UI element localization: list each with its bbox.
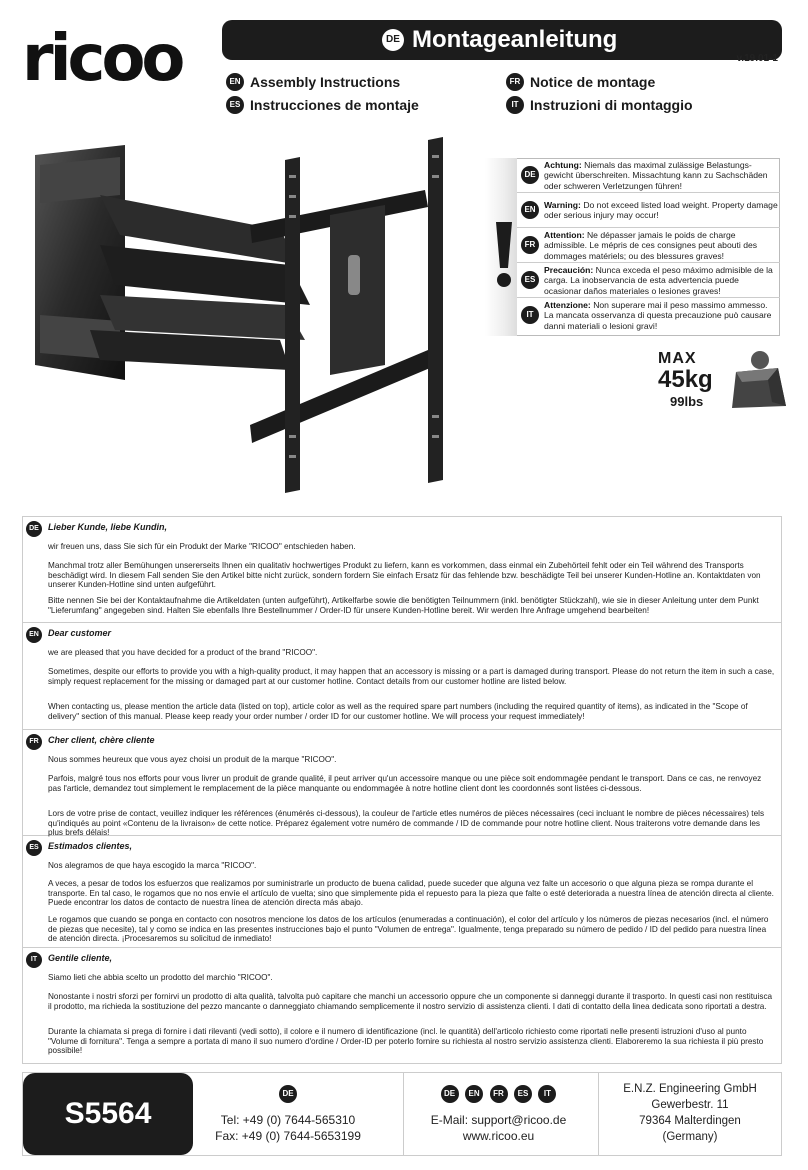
lang-badge: ES [26,840,42,856]
letter-paragraph: Nous sommes heureux que vous ayez choisi un produit de la marque "RICOO". [48,755,337,764]
letter-en [23,623,781,730]
lang-badge: FR [521,236,539,254]
lang-badge: EN [521,201,539,219]
letter-paragraph: we are pleased that you have decided for a product of the brand "RICOO". [48,648,318,657]
warning-row-it [517,298,780,336]
subtitle-label: Instrucciones de montaje [250,97,419,113]
letter-fr [23,730,781,836]
telephone: Tel: +49 (0) 7644-565310 [220,1113,356,1127]
letter-paragraph: wir freuen uns, dass Sie sich für ein Produkt der Marke "RICOO" entschieden haben. [48,542,356,551]
subtitle-label: Instruzioni di montaggio [530,97,693,113]
weight-icon [728,350,788,410]
email-contact [403,1073,593,1155]
lang-badge: IT [538,1085,556,1103]
model-number: S5564 [23,1073,193,1155]
letter-es [23,836,781,948]
footer [22,1072,782,1156]
city: 79364 Malterdingen [639,1115,741,1127]
max-kg: 45kg [658,366,713,393]
letter-greeting: Dear customer [48,628,112,638]
company-name: E.N.Z. Engineering GmbH [623,1083,757,1095]
warning-row-es [517,263,780,298]
warning-row-de [517,158,780,193]
letter-greeting: Cher client, chère cliente [48,735,155,745]
warning-row-en [517,193,780,228]
letter-paragraph: Parfois, malgré tous nos efforts pour vous livrer un produit de grande qualité, il peut arriver qu'un accessoire manque ou une pièce soit endommagée pendant le transport. Dans ce cas, ne renvoyez pas l'article, demandez tout simplement le remplacement de la pièce manquante ou endommagée à notre hotline client dont les coordonnés sont listées ci-dessous. [48,774,762,793]
warning-text: Nunca exceda el peso máximo admisible de la carga. La inobservancia de esta advertencia puede ocasionar daños materiales o lesiones graves! [544,265,773,296]
lang-badge: EN [26,627,42,643]
street: Gewerbestr. 11 [651,1099,729,1111]
warning-text: Ne dépasser jamais le poids de charge admissible. Le mépris de ces consignes peut abouti des dommages matériels; ou des blessures graves! [544,230,758,261]
letter-paragraph: Nos alegramos de que haya escogido la marca "RICOO". [48,861,257,870]
lang-badge: ES [514,1085,532,1103]
warning-row-fr [517,228,780,263]
wall-mount-illustration [30,135,460,495]
lang-badge: FR [490,1085,508,1103]
logo-text: ricoo [22,22,182,96]
country: (Germany) [662,1131,718,1143]
subtitle-it [506,95,693,115]
letter-paragraph: Le rogamos que cuando se ponga en contacto con nosotros mencione los datos de los artículos (enumeradas a continuación), el color del artículo y los números de piezas necesarios (incl. el número de piezas que necesite), tal y como se indica en las presentes instrucciones bajo el punto "Volumen de entrega". Igualmente, tenga preparado su número de pedido / ID del pedido para nuestra línea de atención directa. ¡Procesaremos su solicitud de inmediato! [48,915,769,944]
lang-badge: DE [441,1085,459,1103]
warning-box [485,158,780,336]
letter-greeting: Gentile cliente, [48,953,113,963]
warning-title: Warning: [544,200,581,210]
lang-badge: EN [465,1085,483,1103]
warning-title: Precaución: [544,265,594,275]
lang-badge: ES [226,96,244,114]
lang-badge: DE [26,521,42,537]
fax: Fax: +49 (0) 7644-5653199 [215,1129,361,1143]
warning-text: Do not exceed listed load weight. Property damage oder serious injury may occur! [544,200,778,221]
lang-badge: DE [521,166,539,184]
lang-badge: FR [506,73,524,91]
ricoo-logo [22,20,192,98]
customer-letters [22,516,782,1064]
letter-greeting: Lieber Kunde, liebe Kundin, [48,522,168,532]
phone-contact [203,1073,373,1155]
warning-text: Niemals das maximal zulässige Belastungs-gewicht überschreiten. Missachtung kann zu Sachschäden oder schweren Verletzungen führen! [544,160,768,191]
letter-de [23,517,781,623]
letter-paragraph: Lors de votre prise de contact, veuillez indiquer les références (énumérés ci-dessous), la couleur de l'article etles numéros de pièces nécessaires (ceci incluant le nombre de pièces nécessaires) tels qu'indiqués au point «Contenu de la livraison» de cette notice. Préparez également votre numéro de commande / ID de commande pour notre hotline client. Nous traiterons votre demande dans les plus brefs délais! [48,809,765,838]
letter-paragraph: Sometimes, despite our efforts to provide you with a high-quality product, it may happen that an accessory is missing or a part is damaged during transport. Please do not return the item in such a case, simply request replacement for the missing or damaged part at our customer hotline. Contact details from our customer hotline are listed below. [48,667,775,686]
website-link[interactable]: www.ricoo.eu [462,1129,535,1143]
letter-paragraph: Durante la chiamata si prega di fornire i dati rilevanti (vedi sotto), il colore e il numero di identificazione (incl. le quantità) dell'articolo richiesto come riportati nelle presenti istruzioni d'uso al punto "Volume di fornitura". Tenga a sempre a portata di mano il suo numero d'ordine / Order-ID per poterlo fornire su richiesta al nostro servizio assistenza clienti. Elaboreremo la sua richiesta il più presto possibile! [48,1027,764,1056]
title-lang-badge: DE [382,29,404,51]
letter-it [23,948,781,1063]
lang-badge: IT [506,96,524,114]
letter-paragraph: Bitte nennen Sie bei der Kontaktaufnahme die Artikeldaten (unten aufgeführt), Artikelfarbe sowie die benötigten Teilnummern (inkl. benötigter Stückzahl), wie sie in dieser Anleitung unter dem Punkt "Lieferumfang" angegeben sind. Halten Sie ebenfalls Ihre Bestellnummer / Order-ID für unsere Kunden-Hotline bereit. Wir werden Ihre Anfrage umgehend bearbeiten! [48,596,759,615]
letter-paragraph: When contacting us, please mention the article data (listed on top), article color as well as the required spare part numbers (including the required quantity of items), as indicated in the "Scope of delivery" section of this manual. Please keep ready your order number / order ID for our customer hotline. We will process your request immediately! [48,702,748,721]
page-title: Montageanleitung [412,26,618,53]
max-lbs: 99lbs [670,394,704,409]
letter-paragraph: Manchmal trotz aller Bemühungen unsererseits Ihnen ein qualitativ hochwertiges Produkt zu liefern, kann es vorkommen, dass einmal ein Zubehörteil fehlt oder ein Teil während des Transports beschädigt wird. In diesem Fall senden Sie den Artikel bitte nicht zurück, sondern fordern Sie einfach Ersatz für das fehlende bzw. beschädigte Teil bei unserer Kunden-Hotline an. Kontaktdaten von unserer Kunden-Hotline sind unten aufgeführt. [48,561,761,590]
title-bar [222,20,782,60]
warning-title: Attention: [544,230,585,240]
subtitle-label: Notice de montage [530,74,656,90]
subtitle-es [226,95,419,115]
warning-title: Attenzione: [544,300,591,310]
exclamation-icon [490,220,518,290]
version-label: v.19.01-1 [736,53,778,64]
letter-paragraph: Nonostante i nostri sforzi per fornirvi un prodotto di alta qualità, talvolta può capitare che manchi un accessorio oppure che un componente si danneggi durante il trasporto. In questi casi non restituisca il prodotto, ma richieda la sostituzione del pezzo mancante o danneggiato chiamando semplicemente il nostro servizio di assistenza clienti. I dati di contatto della linea dedicata sono riportati a destra. [48,992,773,1011]
email-link[interactable]: E-Mail: support@ricoo.de [430,1113,567,1127]
lang-badge: IT [521,306,539,324]
lang-badge: EN [226,73,244,91]
subtitle-en [226,72,400,92]
subtitle-fr [506,72,655,92]
lang-badge: DE [279,1085,297,1103]
letter-paragraph: A veces, a pesar de todos los esfuerzos que realizamos por suministrarle un producto de buena calidad, puede suceder que alguna vez falte un accesorio o que alguna pieza se rompa durante el transporte. En tal caso, le rogamos que no nos envíe el artículo de vuelta; sino que simplemente pida el repuesto para la pieza que falte o esté deteriorada a nuestra línea de atención directa al cliente. Puede encontrar los datos de contacto de nuestra línea de atención directa más abajo. [48,879,774,908]
company-address [598,1073,781,1155]
max-label: MAX [658,350,697,367]
lang-badge: IT [26,952,42,968]
letter-paragraph: Siamo lieti che abbia scelto un prodotto del marchio "RICOO". [48,973,273,982]
subtitle-label: Assembly Instructions [250,74,401,90]
warning-text: Non superare mai il peso massimo ammesso. La mancata osservanza di questa precauzione può causare danni materiali o lesioni gravi! [544,300,772,331]
lang-badge: ES [521,271,539,289]
warning-title: Achtung: [544,160,582,170]
letter-greeting: Estimados clientes, [48,841,133,851]
lang-badge: FR [26,734,42,750]
